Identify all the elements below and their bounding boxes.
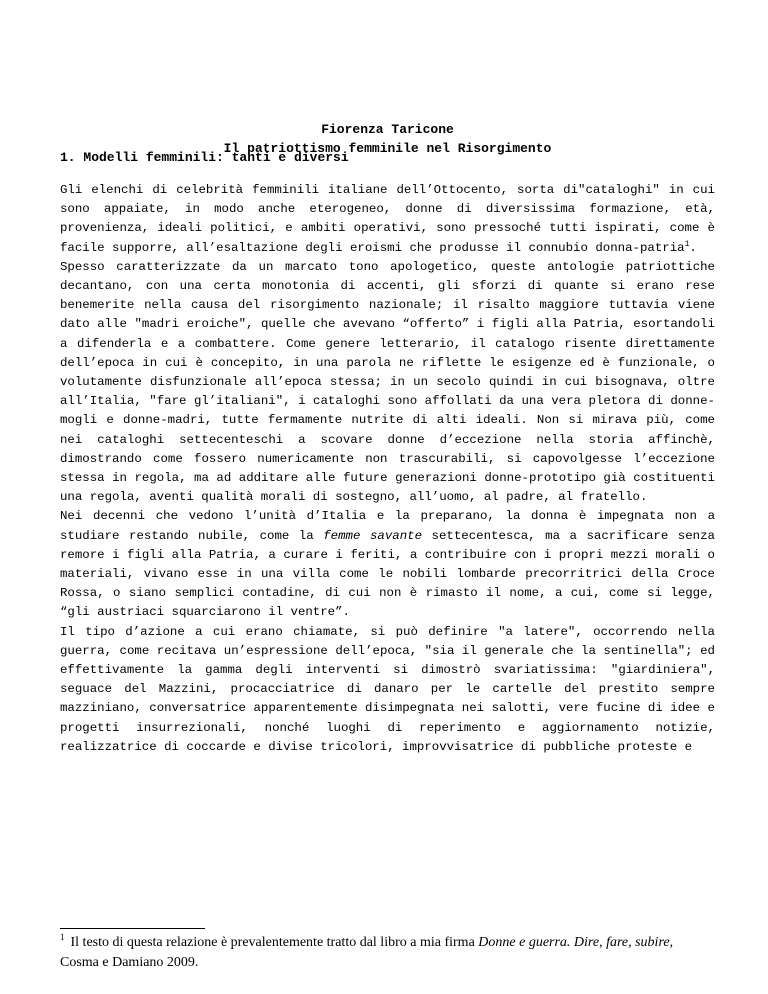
paragraph-3 (60, 507, 715, 622)
paragraph-2: Spesso caratterizzate da un marcato tono apologetico, queste antologie patriottiche decantano, con una certa monotonia di accenti, gli sforzi di quante si erano rese benemerite nella causa del risorgimento nazionale; il risalto maggiore tuttavia viene dato alle "madri eroiche", quelle che avevano “offerto” i figli alla Patria, esortandoli a difenderla e a combattere. Come genere letterario, il catalogo risente direttamente dell’epoca in cui è concepito, in una parola ne riflette le esigenze ed è funzionale, o volutamente disfunzionale all’epoca stessa; in un secolo quindi in cui bisognava, oltre all’Italia, "fare gl’italiani", i cataloghi sono affollati da una vera pletora di donne-mogli e donne-madri, tutte fermamente nutrite di alti ideali. Non si mirava più, come nei cataloghi settecenteschi a scovare donne d’eccezione nella storia affinchè, dimostrando come fossero numericamente non trascurabili, si capovolgesse l’eccezione stessa in regola, ma ad additare alle future generazioni donne-prototipo già costituenti una regola, aventi qualità morali di sostegno, all’uomo, al padre, al fratello. (60, 259, 715, 505)
footnote-book-title: Donne e guerra. Dire, fare, subire, (478, 935, 674, 950)
author-name: Fiorenza Taricone (321, 122, 454, 137)
document-title: Il patriottismo femminile nel Risorgimento (223, 141, 552, 156)
paragraph-3-text-a: Nei decenni che vedono l’unità d’Italia e la preparano, la donna è impegnata non a studiare restando nubile, come la (60, 509, 715, 543)
footnote (60, 933, 715, 973)
paragraph-3-italic: femme savante (323, 528, 422, 543)
paragraph-1-end: . (689, 240, 697, 255)
paragraph-1-text: Gli elenchi di celebrità femminili italiane dell’Ottocento, sorta di"cataloghi" in cui sono appaiate, in modo anche eterogeneo, donne di diversissima formazione, età, provenienza, ideali politici, e ambiti operativi, sono pressoché tutti ispirati, come è facile supporre, all’esaltazione degli eroismi che produsse il connubio donna-patria (60, 183, 715, 255)
body-text (60, 181, 715, 757)
paragraph-4: Il tipo d’azione a cui erano chiamate, si può definire "a latere", occorrendo nella guerra, come recitava un’espressione dell’epoca, "sia il generale che la sentinella"; ed effettivamente la gamma degli interventi si dimostrò svariatissima: "giardiniera", seguace del Mazzini, procacciatrice di danaro per le cartelle del prestito sempre mazziniano, conversatrice apparentemente disimpegnata nei salotti, vere fucine di idee e progetti insurrezionali, nonché luoghi di reperimento e aggiornamento notizie, realizzatrice di coccarde e divise tricolori, improvvisatrice di pubbliche proteste e (60, 624, 715, 754)
paragraph-1 (60, 181, 715, 258)
section-heading: 1. Modelli femminili: tanti e diversi (60, 150, 349, 165)
footnote-reference[interactable]: 1 (684, 239, 690, 249)
footnote-separator (60, 928, 205, 929)
footnote-text-b: Cosma e Damiano 2009. (60, 955, 199, 970)
paragraph-3-text-b: settecentesca, ma a sacrificare senza remore i figli alla Patria, a curare i feriti, a contribuire con i propri mezzi morali o materiali, vivano esse in una villa come le nobili lombarde precorritrici della Croce Rossa, o siano semplici contadine, di cui non è rimasto il nome, a cui, come si legge, “gli austriaci squarciarono il ventre”. (60, 528, 715, 620)
footnote-text-a: Il testo di questa relazione è prevalentemente tratto dal libro a mia firma (70, 935, 479, 950)
footnote-number: 1 (60, 932, 65, 943)
